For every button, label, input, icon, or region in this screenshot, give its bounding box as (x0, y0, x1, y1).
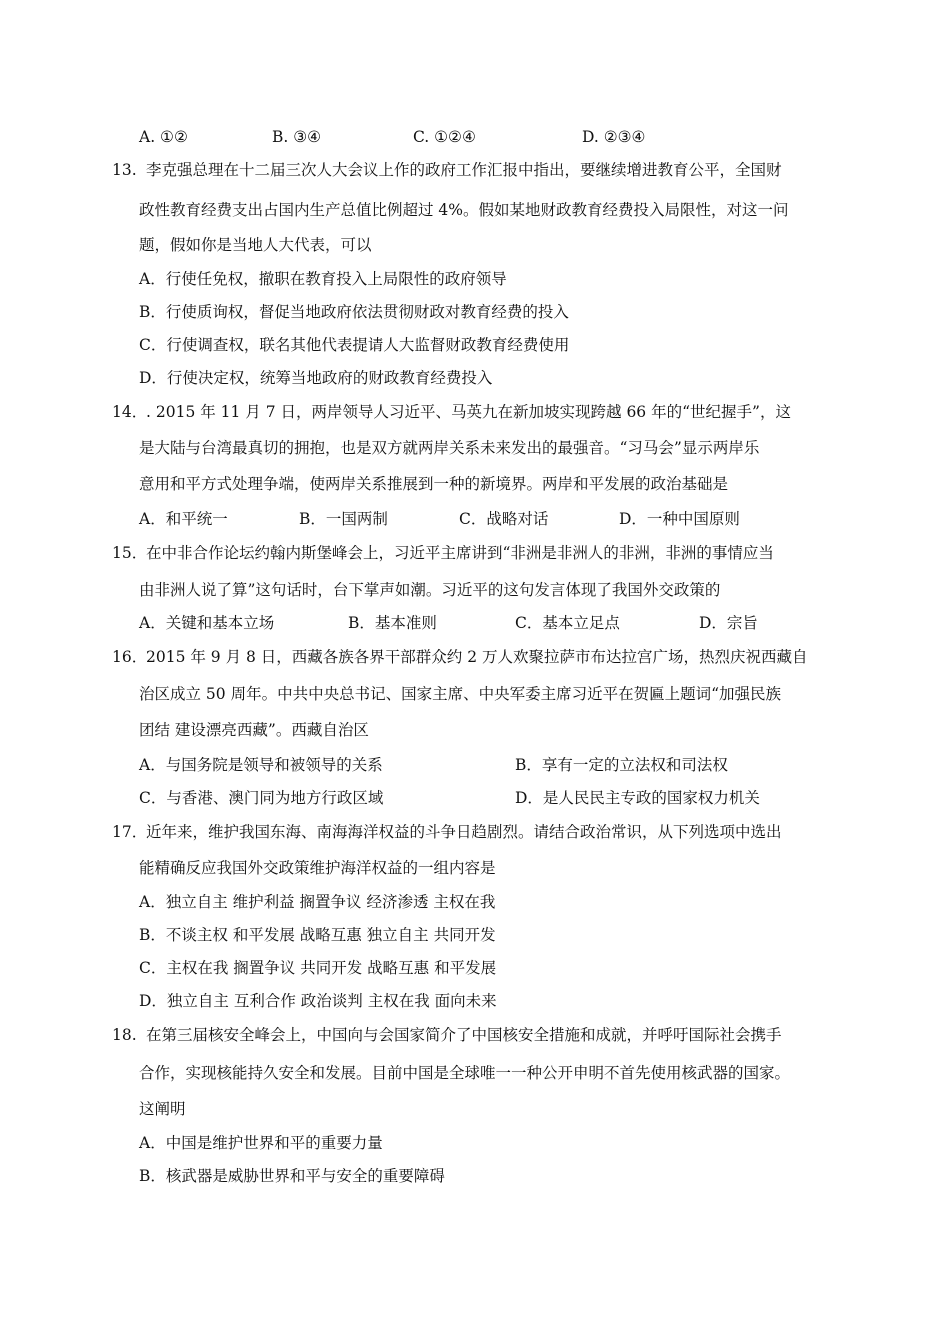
q16-number: 16． (112, 648, 148, 666)
q13-stem-line-1: 李克强总理在十二届三次人大会议上作的政府工作汇报中指出，要继续增进教育公平，全国财 (146, 161, 782, 179)
q17-stem-line-2: 能精确反应我国外交政策维护海洋权益的一组内容是 (139, 859, 496, 877)
q17-option-b: B．不谈主权 和平发展 战略互惠 独立自主 共同开发 (139, 926, 496, 944)
q14-stem-line-1: . 2015 年 11 月 7 日，两岸领导人习近平、马英九在新加坡实现跨越 66 年的“世纪握手”，这 (146, 403, 791, 421)
q14-option-a: A．和平统一 (139, 510, 228, 528)
q13-number: 13. (112, 161, 137, 179)
q16-stem-line-2: 治区成立 50 周年。中共中央总书记、国家主席、中央军委主席习近平在贺匾上题词“加强民族 (139, 685, 782, 703)
q12-option-b: B. ③④ (272, 128, 322, 146)
q13-option-a: A．行使任免权，撤职在教育投入上局限性的政府领导 (139, 270, 507, 288)
q15-option-b: B．基本准则 (348, 614, 437, 632)
q17-stem-line-1: 近年来，维护我国东海、南海海洋权益的斗争日趋剧烈。请结合政治常识，从下列选项中选出 (146, 823, 782, 841)
q13-option-d: D．行使决定权，统筹当地政府的财政教育经费投入 (139, 369, 493, 387)
q15-number: 15． (112, 544, 148, 562)
q15-option-c: C．基本立足点 (515, 614, 620, 632)
q12-option-d: D. ②③④ (582, 128, 646, 146)
q14-option-b: B．一国两制 (299, 510, 388, 528)
q12-option-c: C. ①②④ (413, 128, 476, 146)
q13-option-c: C．行使调查权，联名其他代表提请人大监督财政教育经费使用 (139, 336, 570, 354)
q13-stem-line-3: 题，假如你是当地人大代表，可以 (139, 236, 372, 254)
q15-stem-line-2: 由非洲人说了算”这句话时，台下掌声如潮。习近平的这句发言体现了我国外交政策的 (139, 581, 721, 599)
q16-option-c: C．与香港、澳门同为地方行政区域 (139, 789, 384, 807)
q17-number: 17． (112, 823, 148, 841)
q13-stem-line-2: 政性教育经费支出占国内生产总值比例超过 4%。假如某地财政教育经费投入局限性，对这一问 (139, 201, 789, 219)
q14-stem-line-3: 意用和平方式处理争端，使两岸关系推展到一种的新境界。两岸和平发展的政治基础是 (139, 475, 729, 493)
q16-stem-line-3: 团结 建设漂亮西藏”。西藏自治区 (139, 721, 369, 739)
q18-option-b: B．核武器是威胁世界和平与安全的重要障碍 (139, 1167, 445, 1185)
q16-option-b: B．享有一定的立法权和司法权 (515, 756, 728, 774)
q18-stem-line-1: 在第三届核安全峰会上，中国向与会国家简介了中国核安全措施和成就，并呼吁国际社会携手 (146, 1026, 782, 1044)
q16-stem-line-1: 2015 年 9 月 8 日，西藏各族各界干部群众约 2 万人欢聚拉萨市布达拉宫广场，热烈庆祝西藏自 (146, 648, 808, 666)
q13-option-b: B．行使质询权，督促当地政府依法贯彻财政对教育经费的投入 (139, 303, 569, 321)
q18-stem-line-2: 合作，实现核能持久安全和发展。目前中国是全球唯一一种公开申明不首先使用核武器的国家。 (139, 1064, 791, 1082)
q15-stem-line-1: 在中非合作论坛约翰内斯堡峰会上，习近平主席讲到“非洲是非洲人的非洲，非洲的事情应当 (146, 544, 774, 562)
q18-option-a: A．中国是维护世界和平的重要力量 (139, 1134, 383, 1152)
q16-option-a: A．与国务院是领导和被领导的关系 (139, 756, 383, 774)
q14-option-c: C．战略对话 (459, 510, 549, 528)
q14-number: 14． (112, 403, 148, 421)
q17-option-c: C．主权在我 搁置争议 共同开发 战略互惠 和平发展 (139, 959, 497, 977)
q15-option-d: D．宗旨 (699, 614, 758, 632)
q12-option-a: A. ①② (139, 128, 188, 146)
q17-option-a: A．独立自主 维护利益 搁置争议 经济渗透 主权在我 (139, 893, 496, 911)
q16-option-d: D．是人民民主专政的国家权力机关 (515, 789, 760, 807)
q14-option-d: D．一种中国原则 (619, 510, 740, 528)
q15-option-a: A．关键和基本立场 (139, 614, 275, 632)
q17-option-d: D．独立自主 互利合作 政治谈判 主权在我 面向未来 (139, 992, 497, 1010)
q18-number: 18. (112, 1026, 137, 1044)
q18-stem-line-3: 这阐明 (139, 1100, 186, 1118)
q14-stem-line-2: 是大陆与台湾最真切的拥抱，也是双方就两岸关系未来发出的最强音。“习马会”显示两岸乐 (139, 439, 760, 457)
